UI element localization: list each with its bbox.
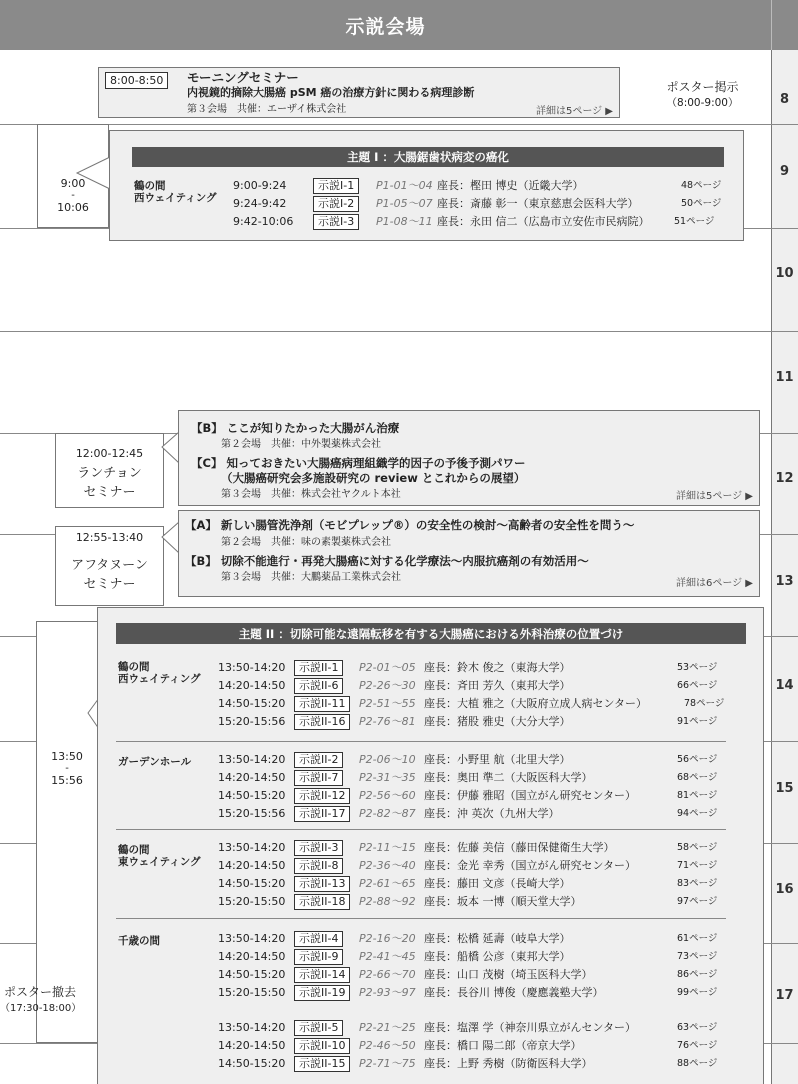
hour-label-12: 12: [775, 471, 794, 486]
hour-line: [0, 331, 798, 332]
row-tag: 示説I-3: [313, 214, 359, 230]
hour-label-9: 9: [779, 164, 790, 179]
row-range: P2-88～92: [359, 895, 416, 908]
row-chair: 座長：猪股 雅史（大分大学）: [424, 715, 571, 728]
row-tag: 示説II-9: [294, 949, 343, 965]
row-range: P2-11～15: [359, 841, 416, 854]
schedule-row: [218, 839, 738, 857]
afternoon-time: 12:55-13:40: [75, 531, 144, 544]
row-range: P2-01～05: [359, 661, 416, 674]
group-separator: [116, 741, 726, 742]
schedule-row: [218, 695, 738, 713]
poster-time: （8:00-9:00）: [666, 97, 739, 109]
row-page: 56ページ: [677, 754, 718, 765]
theme1-time-start: 9:00: [60, 177, 86, 190]
morning-venue: 第３会場 共催：エーザイ株式会社: [187, 104, 347, 115]
morning-time: 8:00-8:50: [105, 72, 168, 89]
afternoon-item1: 【A】 新しい腸管洗浄剤（モビプレップ®）の安全性の検討～高齢者の安全性を問う～: [185, 518, 635, 532]
poster-label: ポスター掲示: [666, 80, 739, 94]
schedule-row: [218, 713, 738, 731]
row-chair: 座長：塩澤 学（神奈川県立がんセンター）: [424, 1021, 637, 1034]
row-chair: 座長：斉田 芳久（東邦大学）: [424, 679, 571, 692]
row-page: 83ページ: [677, 878, 718, 889]
row-range: P1-08～11: [376, 215, 433, 228]
row-tag: 示説II-8: [294, 858, 343, 874]
schedule-row: [233, 195, 733, 213]
poster-remove-label: ポスター撤去: [3, 985, 76, 999]
schedule-row: [218, 930, 738, 948]
lunch-box: [178, 410, 760, 506]
schedule-row: [218, 769, 738, 787]
row-time: 14:20-14:50: [218, 679, 286, 692]
row-time: 13:50-14:20: [218, 753, 286, 766]
group-separator: [116, 829, 726, 830]
lunch-label1: ランチョン: [77, 466, 142, 481]
row-time: 14:50-15:20: [218, 877, 286, 890]
row-time: 13:50-14:20: [218, 661, 286, 674]
row-chair: 座長：松橋 延壽（岐阜大学）: [424, 932, 571, 945]
row-range: P2-36～40: [359, 859, 416, 872]
row-range: P2-06～10: [359, 753, 416, 766]
afternoon-time-box: [55, 526, 164, 606]
row-time: 14:20-14:50: [218, 771, 286, 784]
row-time: 14:20-14:50: [218, 859, 286, 872]
row-time: 14:20-14:50: [218, 950, 286, 963]
row-range: P2-93～97: [359, 986, 416, 999]
schedule-row: [218, 751, 738, 769]
group-separator: [116, 918, 726, 919]
header-corner: [771, 0, 798, 50]
row-page: 50ページ: [681, 198, 722, 209]
row-page: 66ページ: [677, 680, 718, 691]
schedule-row: [218, 948, 738, 966]
row-time: 13:50-14:20: [218, 932, 286, 945]
row-tag: 示説II-16: [294, 714, 350, 730]
lunch-item2-venue: 第３会場 共催：株式会社ヤクルト本社: [221, 489, 401, 500]
schedule-row: [218, 787, 738, 805]
row-tag: 示説II-11: [294, 696, 350, 712]
row-range: P2-76～81: [359, 715, 416, 728]
row-range: P2-71～75: [359, 1057, 416, 1070]
row-tag: 示説II-7: [294, 770, 343, 786]
theme2-time-box: [36, 621, 98, 1043]
row-time: 9:42-10:06: [233, 215, 294, 228]
schedule-row: [233, 177, 733, 195]
afternoon-item1-venue: 第２会場 共催：味の素製薬株式会社: [221, 537, 391, 548]
row-chair: 座長：小野里 航（北里大学）: [424, 753, 571, 766]
morning-subtitle: 内視鏡的摘除大腸癌 pSM 癌の治療方針に関わる病理診断: [187, 86, 475, 99]
lunch-item2: 【C】 知っておきたい大腸癌病理組織学的因子の予後予測パワー: [191, 456, 526, 470]
hour-label-11: 11: [775, 370, 794, 385]
row-time: 14:50-15:20: [218, 789, 286, 802]
theme1-dash: -: [71, 190, 75, 201]
row-chair: 座長：樫田 博史（近畿大学）: [437, 179, 584, 192]
row-time: 15:20-15:56: [218, 807, 286, 820]
afternoon-more-link[interactable]: 詳細は6ページ ▶: [675, 578, 753, 589]
row-page: 73ページ: [677, 951, 718, 962]
schedule-row: [218, 805, 738, 823]
theme2-title: 主題 II ：切除可能な遠隔転移を有する大腸癌における外科治療の位置づけ: [116, 623, 746, 644]
hour-label-8: 8: [779, 92, 790, 107]
row-range: P2-41～45: [359, 950, 416, 963]
row-chair: 座長：永田 信二（広島市立安佐市民病院）: [437, 215, 650, 228]
row-time: 15:20-15:50: [218, 986, 286, 999]
row-tag: 示説II-1: [294, 660, 343, 676]
row-page: 91ページ: [677, 716, 718, 727]
row-range: P2-56～60: [359, 789, 416, 802]
row-time: 15:20-15:50: [218, 895, 286, 908]
lunch-pointer: [160, 430, 180, 466]
row-chair: 座長：藤田 文彦（長崎大学）: [424, 877, 571, 890]
row-chair: 座長：伊藤 雅昭（国立がん研究センター）: [424, 789, 637, 802]
lunch-time: 12:00-12:45: [75, 447, 144, 460]
row-page: 78ページ: [684, 698, 725, 709]
row-tag: 示説II-12: [294, 788, 350, 804]
room-label: 西ウェイティング: [118, 673, 201, 685]
row-tag: 示説II-14: [294, 967, 350, 983]
row-page: 53ページ: [677, 662, 718, 673]
row-range: P2-16～20: [359, 932, 416, 945]
hour-label-13: 13: [775, 574, 794, 589]
row-range: P1-01～04: [376, 179, 433, 192]
row-time: 15:20-15:56: [218, 715, 286, 728]
row-time: 14:50-15:20: [218, 1057, 286, 1070]
row-range: P2-66～70: [359, 968, 416, 981]
row-range: P2-82～87: [359, 807, 416, 820]
row-chair: 座長：橋口 陽二郎（帝京大学）: [424, 1039, 582, 1052]
row-tag: 示説II-15: [294, 1056, 350, 1072]
room-label: 鶴の間: [118, 661, 150, 673]
lunch-time-box: [55, 433, 164, 508]
row-page: 99ページ: [677, 987, 718, 998]
page-title: 示説会場: [0, 0, 771, 50]
theme2-time-end: 15:56: [51, 774, 83, 787]
row-chair: 座長：船橋 公彦（東邦大学）: [424, 950, 571, 963]
row-chair: 座長：沖 英次（九州大学）: [424, 807, 560, 820]
row-page: 51ページ: [674, 216, 715, 227]
lunch-label2: セミナー: [83, 485, 136, 500]
row-range: P2-31～35: [359, 771, 416, 784]
row-chair: 座長：長谷川 博俊（慶應義塾大学）: [424, 986, 604, 999]
row-chair: 座長：上野 秀樹（防衛医科大学）: [424, 1057, 593, 1070]
theme1-pointer: [75, 155, 111, 195]
row-tag: 示説I-1: [313, 178, 359, 194]
theme1-room2: 西ウェイティング: [134, 192, 217, 204]
theme1-room1: 鶴の間: [134, 180, 166, 192]
row-page: 88ページ: [677, 1058, 718, 1069]
row-time: 14:50-15:20: [218, 968, 286, 981]
row-page: 97ページ: [677, 896, 718, 907]
afternoon-label1: アフタヌーン: [71, 558, 148, 573]
theme1-box: [109, 130, 744, 241]
row-time: 13:50-14:20: [218, 841, 286, 854]
row-chair: 座長：大植 雅之（大阪府立成人病センター）: [424, 697, 648, 710]
schedule-row: [218, 677, 738, 695]
hour-column: [771, 50, 798, 1084]
room-label: 鶴の間: [118, 844, 150, 856]
row-chair: 座長：佐藤 美信（藤田保健衛生大学）: [424, 841, 615, 854]
row-page: 63ページ: [677, 1022, 718, 1033]
row-range: P2-26～30: [359, 679, 416, 692]
row-page: 61ページ: [677, 933, 718, 944]
row-range: P2-21～25: [359, 1021, 416, 1034]
theme1-time-end: 10:06: [57, 201, 89, 214]
schedule-row: [218, 659, 738, 677]
row-page: 71ページ: [677, 860, 718, 871]
row-page: 81ページ: [677, 790, 718, 801]
row-chair: 座長：坂本 一博（順天堂大学）: [424, 895, 582, 908]
row-tag: 示説II-3: [294, 840, 343, 856]
row-time: 9:24-9:42: [233, 197, 287, 210]
room-label: 千歳の間: [118, 935, 160, 947]
afternoon-box: [178, 510, 760, 597]
theme2-dash: -: [65, 763, 69, 774]
row-chair: 座長：山口 茂樹（埼玉医科大学）: [424, 968, 593, 981]
row-tag: 示説II-4: [294, 931, 343, 947]
morning-seminar: [98, 67, 620, 118]
schedule-row: [218, 984, 738, 1002]
row-tag: 示説II-6: [294, 678, 343, 694]
poster-remove-time: （17:30-18:00）: [0, 1003, 82, 1014]
row-tag: 示説II-17: [294, 806, 350, 822]
hour-label-15: 15: [775, 781, 794, 796]
room-label: 東ウェイティング: [118, 856, 201, 868]
theme2-time-start: 13:50: [51, 750, 83, 763]
schedule-row: [218, 966, 738, 984]
row-range: P1-05～07: [376, 197, 433, 210]
lunch-item2-sub: （大腸癌研究会多施設研究の review とこれからの展望）: [221, 471, 526, 485]
row-page: 86ページ: [677, 969, 718, 980]
morning-more-link[interactable]: 詳細は5ページ ▶: [535, 106, 613, 117]
row-tag: 示説II-13: [294, 876, 350, 892]
schedule-row: [218, 875, 738, 893]
schedule-row: [218, 893, 738, 911]
hour-label-17: 17: [775, 988, 794, 1003]
row-page: 94ページ: [677, 808, 718, 819]
row-chair: 座長：奥田 準二（大阪医科大学）: [424, 771, 593, 784]
morning-title: モーニングセミナー: [187, 70, 299, 85]
hour-line: [0, 124, 798, 125]
schedule-row: [218, 1037, 738, 1055]
hour-label-10: 10: [775, 266, 794, 281]
theme1-title: 主題 I ：大腸鋸歯状病変の癌化: [132, 147, 724, 167]
lunch-item1-venue: 第２会場 共催：中外製薬株式会社: [221, 439, 381, 450]
row-time: 9:00-9:24: [233, 179, 287, 192]
row-chair: 座長：金光 幸秀（国立がん研究センター）: [424, 859, 637, 872]
room-label: ガーデンホール: [118, 756, 192, 768]
row-tag: 示説II-5: [294, 1020, 343, 1036]
row-time: 13:50-14:20: [218, 1021, 286, 1034]
row-tag: 示説II-2: [294, 752, 343, 768]
row-page: 58ページ: [677, 842, 718, 853]
row-tag: 示説II-10: [294, 1038, 350, 1054]
afternoon-pointer: [160, 520, 180, 556]
row-tag: 示説II-18: [294, 894, 350, 910]
schedule-row: [218, 1019, 738, 1037]
row-page: 68ページ: [677, 772, 718, 783]
lunch-item1: 【B】 ここが知りたかった大腸がん治療: [191, 421, 400, 435]
schedule-row: [218, 857, 738, 875]
lunch-more-link[interactable]: 詳細は5ページ ▶: [675, 491, 753, 502]
row-time: 14:50-15:20: [218, 697, 286, 710]
afternoon-label2: セミナー: [83, 577, 136, 592]
schedule-row: [218, 1055, 738, 1073]
row-range: P2-46～50: [359, 1039, 416, 1052]
row-tag: 示説II-19: [294, 985, 350, 1001]
row-page: 48ページ: [681, 180, 722, 191]
row-tag: 示説I-2: [313, 196, 359, 212]
afternoon-item2: 【B】 切除不能進行・再発大腸癌に対する化学療法～内服抗癌剤の有効活用～: [185, 554, 589, 568]
row-time: 14:20-14:50: [218, 1039, 286, 1052]
hour-label-16: 16: [775, 882, 794, 897]
row-chair: 座長：斎藤 彰一（東京慈恵会医科大学）: [437, 197, 639, 210]
hour-label-14: 14: [775, 678, 794, 693]
row-range: P2-51～55: [359, 697, 416, 710]
row-page: 76ページ: [677, 1040, 718, 1051]
schedule-row: [233, 213, 733, 231]
afternoon-item2-venue: 第３会場 共催：大鵬薬品工業株式会社: [221, 572, 401, 583]
row-range: P2-61～65: [359, 877, 416, 890]
row-chair: 座長：鈴木 俊之（東海大学）: [424, 661, 571, 674]
